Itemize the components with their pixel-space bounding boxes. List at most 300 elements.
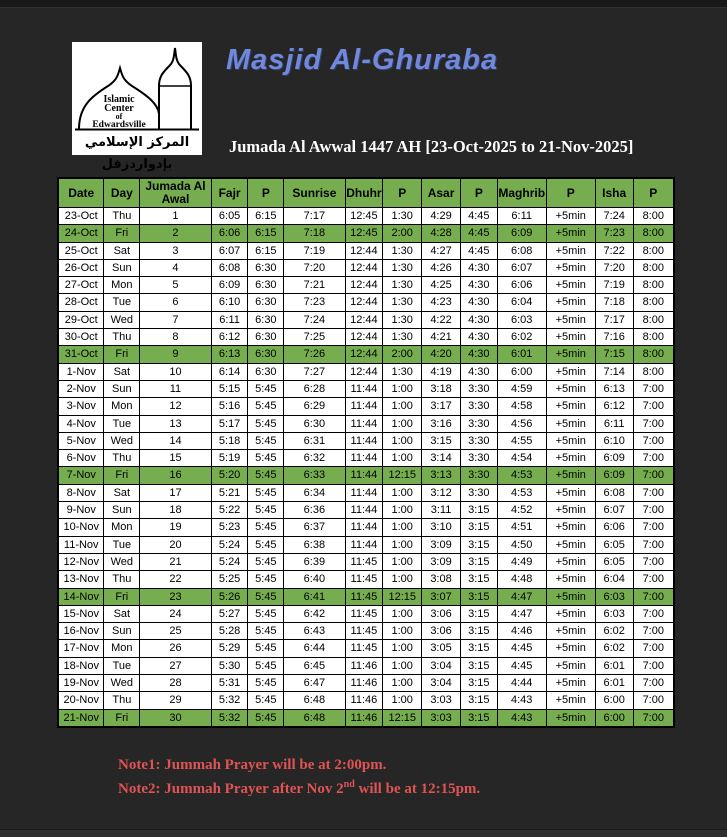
prayer-time-cell: 3:30 [460,380,497,397]
prayer-time-cell: 4:45 [497,640,546,657]
prayer-time-cell: 5:45 [248,415,284,432]
prayer-times-row-3-nov [58,398,674,415]
note2-text: Note2: Jummah Prayer after Nov 2nd will be at 12:15pm. [118,779,481,797]
prayer-time-cell: 3:04 [422,675,461,692]
prayer-times-row-25-oct [58,242,674,259]
prayer-time-cell: 1:00 [383,553,422,570]
prayer-time-cell: +5min [546,311,595,328]
prayer-time-cell: 2:00 [383,346,422,363]
prayer-time-cell: 6:47 [284,675,345,692]
prayer-time-cell: 25 [140,623,212,640]
prayer-time-cell: +5min [546,640,595,657]
prayer-time-cell: 5:45 [248,657,284,674]
islamic-center-logo [72,42,202,172]
prayer-times-row-24-oct [58,225,674,242]
prayer-time-cell: 11:45 [345,553,383,570]
prayer-time-cell: 6:06 [497,277,546,294]
prayer-time-cell: 2-Nov [58,380,104,397]
prayer-times-row-1-nov [58,363,674,380]
prayer-time-cell: 3:15 [460,692,497,709]
prayer-time-cell: 5:26 [211,588,248,605]
prayer-time-cell: 1:00 [383,450,422,467]
prayer-time-cell: 1:30 [383,363,422,380]
prayer-time-cell: +5min [546,294,595,311]
prayer-time-cell: 6:01 [497,346,546,363]
prayer-times-row-26-oct [58,259,674,276]
prayer-time-cell: +5min [546,225,595,242]
prayer-time-cell: 6:13 [211,346,248,363]
prayer-time-cell: 4:53 [497,484,546,501]
prayer-time-cell: 7:00 [633,432,674,449]
prayer-times-row-2-nov [58,380,674,397]
prayer-times-row-13-nov [58,571,674,588]
prayer-time-cell: 1:00 [383,623,422,640]
table-header-row [58,178,674,208]
prayer-time-cell: 8:00 [633,363,674,380]
prayer-time-cell: 4:30 [460,363,497,380]
prayer-time-cell: 4:27 [422,242,461,259]
prayer-time-cell: 6:45 [284,657,345,674]
note2-superscript: nd [343,779,355,790]
prayer-time-cell: 16-Nov [58,623,104,640]
prayer-time-cell: 5:45 [248,398,284,415]
prayer-time-cell: 11:44 [345,415,383,432]
prayer-time-cell: 28-Oct [58,294,104,311]
prayer-time-cell: 5:45 [248,519,284,536]
prayer-time-cell: 11:44 [345,502,383,519]
prayer-time-cell: Sat [104,484,140,501]
prayer-time-cell: 6:11 [211,311,248,328]
prayer-time-cell: Tue [104,657,140,674]
prayer-time-cell: 6:42 [284,605,345,622]
prayer-time-cell: 5:24 [211,553,248,570]
prayer-time-cell: 27-Oct [58,277,104,294]
prayer-time-cell: 5:45 [248,640,284,657]
svg-text:Edwardsville: Edwardsville [92,120,146,130]
prayer-time-cell: Tue [104,536,140,553]
logo-arabic-caption: المركز الإسلامي بإدواردزفل [72,132,202,155]
prayer-time-cell: 5:45 [248,709,284,727]
prayer-time-cell: 5:45 [248,484,284,501]
prayer-time-cell: +5min [546,346,595,363]
prayer-time-cell: 4:19 [422,363,461,380]
prayer-time-cell: 7:24 [284,311,345,328]
prayer-time-cell: 4:55 [497,432,546,449]
prayer-time-cell: 20 [140,536,212,553]
prayer-time-cell: 3:30 [460,484,497,501]
prayer-time-cell: 11:44 [345,380,383,397]
prayer-time-cell: Wed [104,675,140,692]
prayer-time-cell: 4:30 [460,329,497,346]
prayer-time-cell: 6 [140,294,212,311]
prayer-time-cell: 3:15 [460,675,497,692]
prayer-time-cell: Thu [104,208,140,225]
prayer-time-cell: 11:45 [345,605,383,622]
window-top-edge [0,0,727,8]
prayer-time-cell: 3:15 [460,588,497,605]
prayer-time-cell: 4-Nov [58,415,104,432]
prayer-time-cell: 7:21 [284,277,345,294]
prayer-time-cell: 12:44 [345,311,383,328]
prayer-time-cell: 31-Oct [58,346,104,363]
prayer-time-cell: 1:00 [383,692,422,709]
prayer-time-cell: 1:00 [383,571,422,588]
prayer-time-cell: 5:20 [211,467,248,484]
prayer-time-cell: 6:02 [595,623,633,640]
prayer-time-cell: 2 [140,225,212,242]
prayer-time-cell: +5min [546,657,595,674]
prayer-time-cell: 12:45 [345,208,383,225]
prayer-time-cell: 6-Nov [58,450,104,467]
prayer-time-cell: 6:10 [211,294,248,311]
prayer-time-cell: 12:15 [383,709,422,727]
prayer-time-cell: 11 [140,380,212,397]
prayer-time-cell: 6:48 [284,692,345,709]
prayer-time-cell: 17 [140,484,212,501]
prayer-time-cell: Fri [104,225,140,242]
prayer-time-cell: 11:44 [345,432,383,449]
prayer-time-cell: 19 [140,519,212,536]
prayer-time-cell: 4:45 [497,657,546,674]
prayer-time-cell: 6:09 [595,450,633,467]
prayer-time-cell: 9 [140,346,212,363]
prayer-time-cell: 4:29 [422,208,461,225]
prayer-time-cell: 6:44 [284,640,345,657]
prayer-time-cell: 5:30 [211,657,248,674]
prayer-time-cell: 6:30 [248,259,284,276]
prayer-time-cell: 3:14 [422,450,461,467]
notes-block [118,756,480,799]
prayer-time-cell: 21 [140,553,212,570]
prayer-time-cell: 3:03 [422,709,461,727]
prayer-time-cell: 6:01 [595,657,633,674]
prayer-time-cell: 5:45 [248,571,284,588]
prayer-time-cell: 12:44 [345,346,383,363]
prayer-time-cell: 7:19 [284,242,345,259]
prayer-time-cell: 7:00 [633,640,674,657]
prayer-time-cell: 3:30 [460,450,497,467]
prayer-time-cell: Sun [104,502,140,519]
prayer-time-cell: 3:30 [460,398,497,415]
prayer-time-cell: 3:07 [422,588,461,605]
prayer-time-cell: 7:18 [595,294,633,311]
prayer-time-cell: +5min [546,242,595,259]
prayer-times-row-10-nov [58,519,674,536]
prayer-time-cell: Wed [104,553,140,570]
prayer-time-cell: Sat [104,605,140,622]
prayer-time-cell: 15-Nov [58,605,104,622]
prayer-time-cell: Wed [104,432,140,449]
prayer-time-cell: 3:15 [460,519,497,536]
prayer-time-cell: 8:00 [633,294,674,311]
prayer-time-cell: 11:44 [345,519,383,536]
prayer-time-cell: +5min [546,571,595,588]
prayer-time-cell: 4:26 [422,259,461,276]
prayer-time-cell: 6:07 [211,242,248,259]
prayer-time-cell: 7:00 [633,467,674,484]
prayer-time-cell: 6:01 [595,675,633,692]
prayer-time-cell: 3:30 [460,415,497,432]
prayer-time-cell: 7:00 [633,536,674,553]
prayer-time-cell: 1:00 [383,502,422,519]
prayer-time-cell: 12:44 [345,277,383,294]
prayer-time-cell: 1:00 [383,415,422,432]
prayer-time-cell: 6:28 [284,380,345,397]
prayer-time-cell: 3:08 [422,571,461,588]
prayer-time-cell: 12:45 [345,225,383,242]
prayer-time-cell: 11:44 [345,467,383,484]
prayer-time-cell: 11:46 [345,692,383,709]
prayer-times-row-9-nov [58,502,674,519]
prayer-time-cell: 22 [140,571,212,588]
prayer-time-cell: 4:59 [497,380,546,397]
prayer-times-table [57,177,675,728]
prayer-time-cell: 10-Nov [58,519,104,536]
prayer-time-cell: 5-Nov [58,432,104,449]
prayer-time-cell: 5:45 [248,588,284,605]
prayer-time-cell: 6:11 [595,415,633,432]
prayer-time-cell: +5min [546,519,595,536]
prayer-time-cell: 8 [140,329,212,346]
prayer-time-cell: 5:45 [248,605,284,622]
prayer-times-row-14-nov [58,588,674,605]
prayer-time-cell: 5:18 [211,432,248,449]
prayer-time-cell: 6:03 [595,605,633,622]
note1-text: Note1: Jummah Prayer will be at 2:00pm. [118,757,387,773]
prayer-time-cell: +5min [546,536,595,553]
prayer-time-cell: 30-Oct [58,329,104,346]
column-header-sunrise: Sunrise [284,178,345,208]
prayer-time-cell: 4:22 [422,311,461,328]
svg-text:Islamic: Islamic [103,94,135,105]
prayer-time-cell: 4:58 [497,398,546,415]
column-header-jumada-al-awal: Jumada Al Awal [140,178,212,208]
prayer-time-cell: 8:00 [633,225,674,242]
prayer-time-cell: 8:00 [633,346,674,363]
prayer-time-cell: +5min [546,329,595,346]
column-header-p: P [546,178,595,208]
prayer-time-cell: 4:30 [460,294,497,311]
svg-text:Center: Center [104,103,134,114]
prayer-time-cell: 1:00 [383,640,422,657]
prayer-time-cell: 6:09 [497,225,546,242]
prayer-times-row-5-nov [58,432,674,449]
prayer-time-cell: 1:30 [383,242,422,259]
prayer-time-cell: 6:30 [248,363,284,380]
prayer-time-cell: +5min [546,208,595,225]
prayer-time-cell: 6:13 [595,380,633,397]
prayer-time-cell: 6:30 [248,294,284,311]
prayer-time-cell: 6:08 [211,259,248,276]
prayer-time-cell: 6:09 [211,277,248,294]
prayer-time-cell: 4:44 [497,675,546,692]
prayer-times-row-6-nov [58,450,674,467]
prayer-time-cell: Thu [104,692,140,709]
prayer-time-cell: 19-Nov [58,675,104,692]
prayer-time-cell: 27 [140,657,212,674]
prayer-time-cell: 7:00 [633,415,674,432]
prayer-time-cell: +5min [546,623,595,640]
prayer-time-cell: 3 [140,242,212,259]
prayer-time-cell: 1:00 [383,519,422,536]
prayer-time-cell: 30 [140,709,212,727]
prayer-time-cell: 7:17 [595,311,633,328]
prayer-time-cell: 1:30 [383,277,422,294]
column-header-p: P [248,178,284,208]
prayer-time-cell: 5:45 [248,467,284,484]
prayer-time-cell: 3:15 [460,536,497,553]
prayer-time-cell: 1:00 [383,398,422,415]
prayer-time-cell: 7:23 [284,294,345,311]
prayer-time-cell: 11:46 [345,675,383,692]
prayer-time-cell: 4:47 [497,605,546,622]
prayer-time-cell: Mon [104,519,140,536]
prayer-time-cell: Sun [104,259,140,276]
prayer-times-row-15-nov [58,605,674,622]
column-header-maghrib: Maghrib [497,178,546,208]
prayer-time-cell: 6:08 [497,242,546,259]
prayer-time-cell: Wed [104,311,140,328]
prayer-time-cell: 7:00 [633,605,674,622]
prayer-time-cell: 7:14 [595,363,633,380]
prayer-time-cell: Sun [104,623,140,640]
prayer-time-cell: 3:30 [460,432,497,449]
prayer-time-cell: 7:00 [633,502,674,519]
prayer-time-cell: 3:15 [460,502,497,519]
svg-text:of: of [115,112,123,121]
prayer-time-cell: 1:00 [383,605,422,622]
masjid-title: Masjid Al-Ghuraba [226,44,499,76]
prayer-time-cell: Sat [104,242,140,259]
prayer-time-cell: 6:04 [595,571,633,588]
prayer-time-cell: 8:00 [633,277,674,294]
prayer-time-cell: 6:34 [284,484,345,501]
prayer-time-cell: 6:48 [284,709,345,727]
prayer-times-row-29-oct [58,311,674,328]
prayer-time-cell: 26-Oct [58,259,104,276]
column-header-p: P [383,178,422,208]
prayer-time-cell: 5:24 [211,536,248,553]
prayer-time-cell: 6:33 [284,467,345,484]
prayer-time-cell: +5min [546,432,595,449]
prayer-time-cell: Mon [104,640,140,657]
prayer-time-cell: 6:38 [284,536,345,553]
prayer-time-cell: 12:15 [383,588,422,605]
prayer-time-cell: 4:28 [422,225,461,242]
prayer-time-cell: 7:00 [633,692,674,709]
prayer-time-cell: 3:05 [422,640,461,657]
prayer-time-cell: 6:05 [211,208,248,225]
prayer-time-cell: 4:25 [422,277,461,294]
prayer-time-cell: +5min [546,502,595,519]
column-header-isha: Isha [595,178,633,208]
prayer-time-cell: 5:45 [248,432,284,449]
prayer-time-cell: 5:45 [248,380,284,397]
prayer-time-cell: 4:30 [460,346,497,363]
prayer-time-cell: 26 [140,640,212,657]
prayer-time-cell: 6:37 [284,519,345,536]
prayer-time-cell: 4 [140,259,212,276]
prayer-time-cell: 6:07 [497,259,546,276]
prayer-time-cell: 5:45 [248,502,284,519]
prayer-time-cell: 4:30 [460,277,497,294]
prayer-time-cell: 12:44 [345,363,383,380]
prayer-time-cell: 7:16 [595,329,633,346]
prayer-time-cell: 4:45 [460,208,497,225]
prayer-time-cell: 3:18 [422,380,461,397]
prayer-time-cell: +5min [546,675,595,692]
prayer-time-cell: 4:50 [497,536,546,553]
prayer-time-cell: 3:09 [422,553,461,570]
prayer-time-cell: 4:20 [422,346,461,363]
prayer-time-cell: 10 [140,363,212,380]
prayer-time-cell: 6:30 [248,329,284,346]
prayer-time-cell: Mon [104,398,140,415]
prayer-time-cell: 7:00 [633,380,674,397]
prayer-time-cell: 5:45 [248,675,284,692]
prayer-time-cell: 29-Oct [58,311,104,328]
prayer-time-cell: 6:15 [248,242,284,259]
prayer-time-cell: +5min [546,415,595,432]
prayer-time-cell: 28 [140,675,212,692]
prayer-time-cell: 6:41 [284,588,345,605]
prayer-time-cell: 5 [140,277,212,294]
prayer-time-cell: 23 [140,588,212,605]
prayer-time-cell: 4:23 [422,294,461,311]
prayer-times-row-4-nov [58,415,674,432]
prayer-time-cell: 7:00 [633,398,674,415]
prayer-time-cell: 5:45 [248,692,284,709]
prayer-time-cell: 4:48 [497,571,546,588]
prayer-time-cell: 6:08 [595,484,633,501]
prayer-time-cell: 3:06 [422,623,461,640]
prayer-time-cell: 7:22 [595,242,633,259]
prayer-time-cell: 3:15 [460,623,497,640]
prayer-time-cell: 3:15 [460,553,497,570]
prayer-time-cell: 14 [140,432,212,449]
prayer-time-cell: 11:46 [345,657,383,674]
prayer-time-cell: 7:00 [633,675,674,692]
prayer-time-cell: 3:15 [460,571,497,588]
prayer-time-cell: 4:30 [460,311,497,328]
prayer-time-cell: 11:45 [345,588,383,605]
prayer-time-cell: 3:15 [460,657,497,674]
prayer-time-cell: 7:17 [284,208,345,225]
prayer-time-cell: 4:43 [497,692,546,709]
column-header-fajr: Fajr [211,178,248,208]
prayer-time-cell: 12:44 [345,294,383,311]
prayer-time-cell: Fri [104,346,140,363]
prayer-time-cell: 3:15 [460,640,497,657]
prayer-time-cell: 6:29 [284,398,345,415]
prayer-time-cell: 3:17 [422,398,461,415]
prayer-time-cell: 1:00 [383,675,422,692]
prayer-time-cell: 11:45 [345,640,383,657]
prayer-time-cell: 23-Oct [58,208,104,225]
prayer-time-cell: 6:40 [284,571,345,588]
prayer-times-row-20-nov [58,692,674,709]
prayer-time-cell: 4:54 [497,450,546,467]
prayer-time-cell: +5min [546,380,595,397]
prayer-time-cell: 6:31 [284,432,345,449]
prayer-time-cell: 8:00 [633,242,674,259]
prayer-time-cell: 5:25 [211,571,248,588]
prayer-time-cell: Fri [104,709,140,727]
prayer-times-row-28-oct [58,294,674,311]
prayer-time-cell: 6:12 [595,398,633,415]
prayer-time-cell: 7:20 [284,259,345,276]
prayer-time-cell: 6:30 [284,415,345,432]
